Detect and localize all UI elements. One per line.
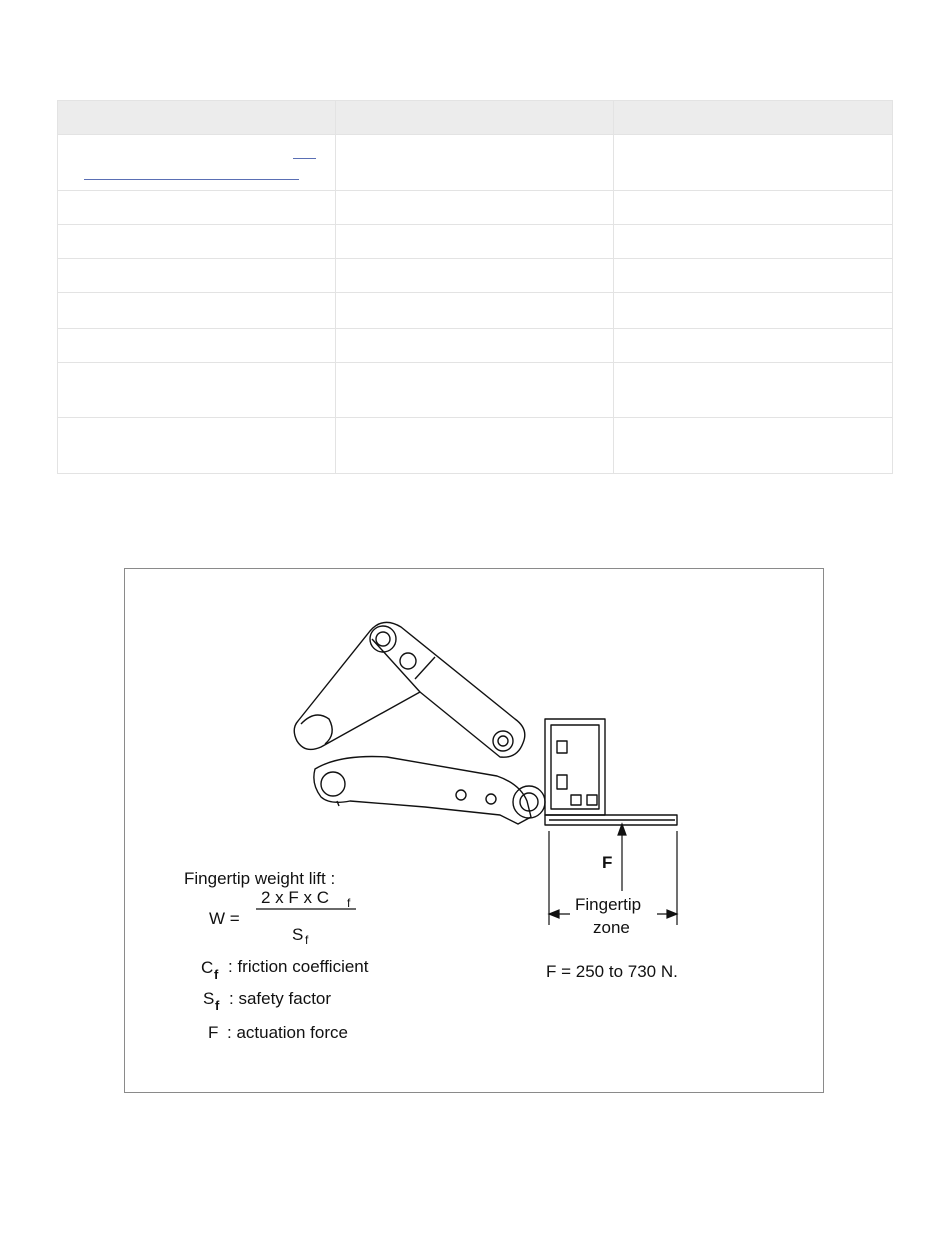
table-cell	[58, 329, 336, 363]
gripper-mechanism	[294, 622, 677, 825]
formula-w: W =	[209, 909, 240, 928]
formula-denominator-sub: f	[305, 933, 309, 947]
legend-symbol-sf: S	[203, 989, 215, 1008]
zone-label-line1: Fingertip	[575, 895, 642, 914]
gripper-figure	[124, 568, 824, 1093]
table-cell	[58, 259, 336, 293]
pivot-hole	[370, 626, 396, 652]
table-cell	[614, 363, 893, 418]
table-cell	[336, 329, 614, 363]
main-pivot	[513, 786, 545, 818]
upper-jaw-arm	[294, 622, 525, 757]
table-cell	[336, 191, 614, 225]
table-row	[58, 293, 893, 329]
legend-symbol-f: F	[208, 1023, 219, 1042]
force-range: F = 250 to 730 N.	[546, 962, 678, 981]
legend-text-sf: : safety factor	[229, 989, 332, 1008]
table-row	[58, 191, 893, 225]
table-cell	[58, 418, 336, 474]
table-cell	[614, 329, 893, 363]
actuator-housing-inner	[551, 725, 599, 809]
legend-text-f: : actuation force	[227, 1023, 348, 1042]
formula-numerator-sub: f	[347, 896, 351, 910]
table-cell	[336, 259, 614, 293]
upper-arm-edge	[372, 639, 420, 692]
spec-table	[57, 100, 893, 474]
link-underline-short[interactable]	[293, 158, 316, 159]
zone-arrow-right	[667, 910, 677, 918]
table-row	[58, 418, 893, 474]
legend-text-cf: : friction coefficient	[228, 957, 369, 976]
table-cell	[614, 191, 893, 225]
housing-slot-3	[571, 795, 581, 805]
pin-hole	[400, 653, 416, 669]
lower-pin-hole-2	[486, 794, 496, 804]
gripper-drawing	[125, 569, 823, 1092]
force-label: F	[602, 853, 613, 872]
formula-numerator: 2 x F x C	[261, 888, 330, 907]
table-cell	[614, 225, 893, 259]
legend-sub-sf: f	[215, 998, 220, 1013]
housing-slot-2	[557, 775, 567, 789]
table-row	[58, 363, 893, 418]
header-cell	[336, 101, 614, 135]
table-row	[58, 259, 893, 293]
table-cell	[58, 293, 336, 329]
actuator-housing	[545, 719, 605, 815]
table-cell	[614, 135, 893, 191]
table-header-row	[58, 101, 893, 135]
table-row	[58, 225, 893, 259]
housing-slot	[557, 741, 567, 753]
table-row	[58, 329, 893, 363]
table-cell	[614, 259, 893, 293]
arm-seam	[415, 657, 435, 679]
legend-sub-cf: f	[214, 967, 219, 982]
link-underline[interactable]	[84, 179, 299, 180]
spring-pin	[493, 731, 513, 751]
table-cell	[336, 293, 614, 329]
table-cell	[336, 363, 614, 418]
table-cell	[614, 418, 893, 474]
formula-denominator: S	[292, 925, 304, 944]
legend-symbol-cf: C	[201, 958, 214, 977]
lower-pivot-hole	[321, 772, 345, 796]
pivot-hole-inner	[376, 632, 390, 646]
table-cell	[336, 135, 614, 191]
header-cell	[58, 101, 336, 135]
table-row	[58, 135, 893, 191]
zone-arrow-left	[549, 910, 559, 918]
table-cell	[58, 225, 336, 259]
table-cell	[58, 191, 336, 225]
table-cell	[336, 418, 614, 474]
housing-slot-4	[587, 795, 597, 805]
spring-pin-inner	[498, 736, 508, 746]
table-cell	[614, 293, 893, 329]
table-cell	[58, 363, 336, 418]
zone-label-line2: zone	[593, 918, 630, 937]
lower-jaw-arm	[314, 757, 531, 825]
header-cell	[614, 101, 893, 135]
table-cell	[58, 135, 336, 191]
formula-heading: Fingertip weight lift :	[184, 869, 336, 888]
lower-pin-hole	[456, 790, 466, 800]
upper-jaw-cutout	[301, 715, 332, 744]
table-cell	[336, 225, 614, 259]
